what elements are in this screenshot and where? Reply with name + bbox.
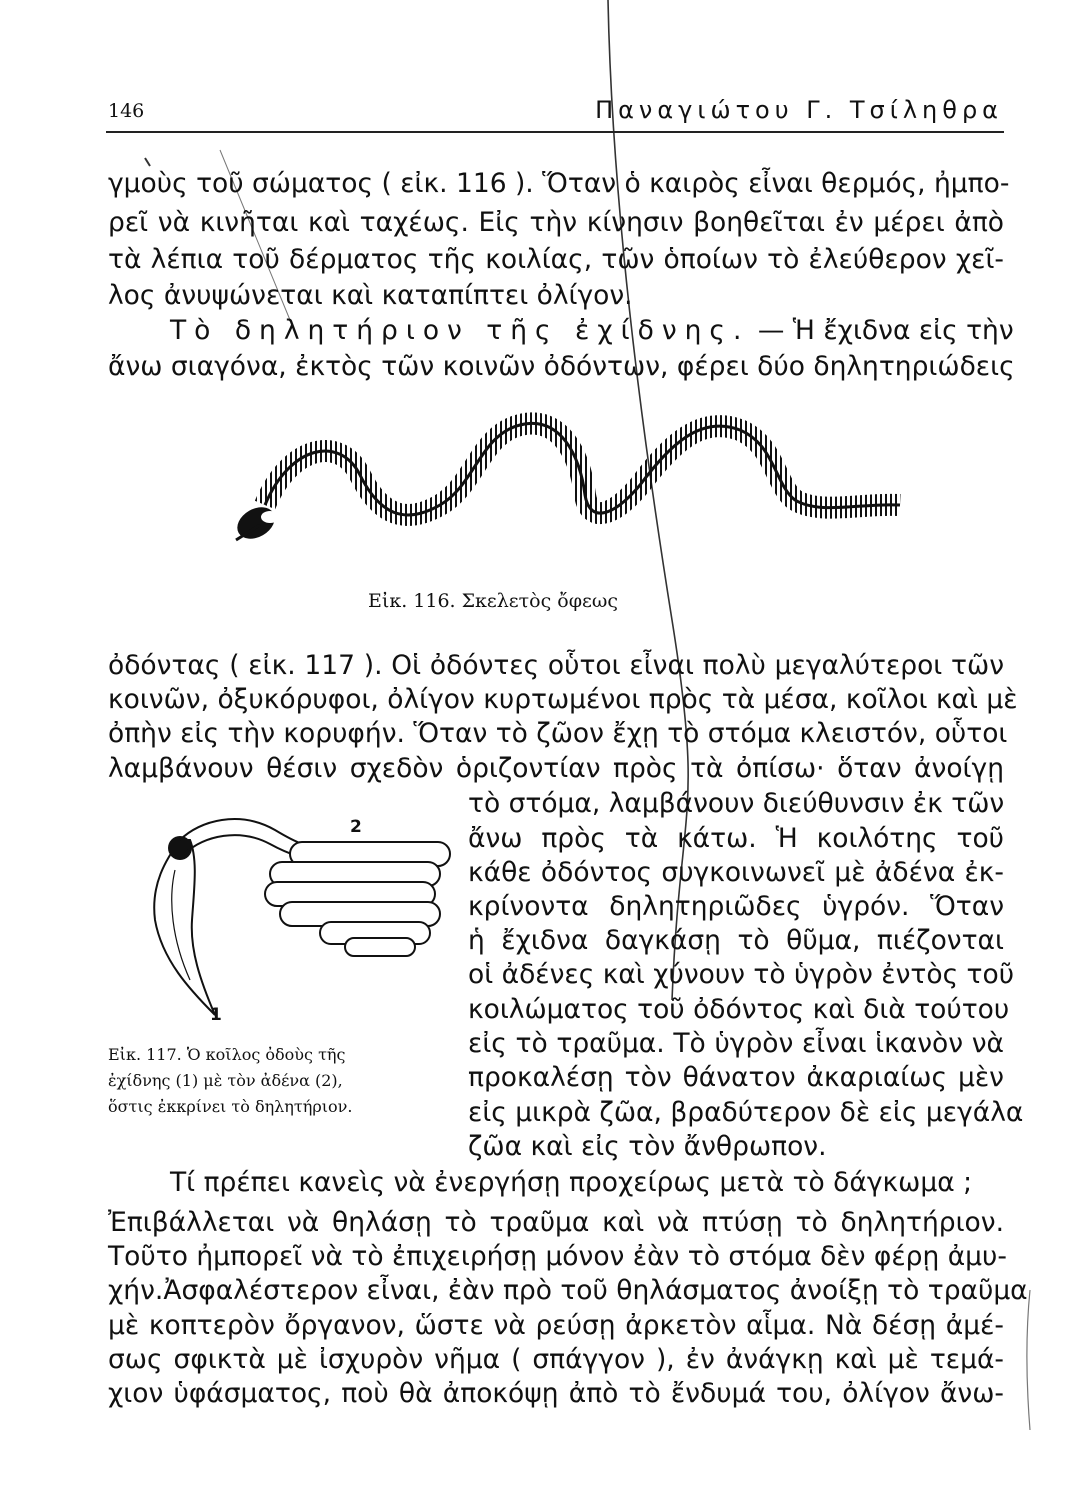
- text-line: οἱ ἀδένες καὶ χύνουν τὸ ὑγρὸν ἐντὸς τοῦ: [468, 959, 1015, 990]
- figure-117-label-1: 1: [210, 1005, 222, 1020]
- text-line: Ἐπιβάλλεται νὰ θηλάσῃ τὸ τραῦμα καὶ νὰ πτύσῃ τὸ δηλητήριον.: [108, 1207, 1004, 1238]
- text-line: κρίνοντα δηλητηριῶδες ὑγρόν. Ὅταν: [468, 891, 1004, 922]
- caption-line: ἐχίδνης (1) μὲ τὸν ἀδένα (2),: [108, 1071, 343, 1090]
- section-heading-line: [170, 314, 1014, 348]
- text-line: κοιλώματος τοῦ ὀδόντος καὶ διὰ τούτου: [468, 994, 1010, 1025]
- text-line: ὀπὴν εἰς τὴν κορυφήν. Ὅταν τὸ ζῶον ἔχῃ τὸ στόμα κλειστόν, οὗτοι: [108, 718, 1008, 749]
- fang-and-venom-gland-illustration: [120, 810, 460, 1020]
- running-title: Παναγιώτου Γ. Τσίληθρα: [595, 96, 1003, 124]
- text-line: εἰς μικρὰ ζῶα, βραδύτερον δὲ εἰς μεγάλα: [468, 1097, 1024, 1128]
- text-line: μὲ κοπτερὸν ὄργανον, ὥστε νὰ ρεύσῃ ἀρκετὸν αἷμα. Νὰ δέσῃ ἀμέ-: [108, 1310, 1004, 1341]
- text-line: ὀδόντας ( εἰκ. 117 ). Οἱ ὀδόντες οὗτοι εἶναι πολὺ μεγαλύτεροι τῶν: [108, 650, 1004, 681]
- text-line: ζῶα καὶ εἰς τὸν ἄνθρωπον.: [468, 1131, 827, 1162]
- text-line: προκαλέσῃ τὸν θάνατον ἀκαριαίως μὲν: [468, 1062, 1004, 1093]
- text-line: Τοῦτο ἠμπορεῖ νὰ τὸ ἐπιχειρήσῃ μόνον ἐὰν τὸ στόμα δὲν φέρῃ ἀμυ-: [108, 1241, 1007, 1272]
- text-line: κοινῶν, ὀξυκόρυφοι, ὀλίγον κυρτωμένοι πρὸς τὰ μέσα, κοῖλοι καὶ μὲ: [108, 684, 1018, 715]
- text-line: τὸ στόμα, λαμβάνουν διεύθυνσιν ἐκ τῶν: [468, 788, 1005, 819]
- text-line: ρεῖ νὰ κινῆται καὶ ταχέως. Εἰς τὴν κίνησιν βοηθεῖται ἐν μέρει ἀπὸ: [108, 207, 1004, 238]
- figure-117-label-2: 2: [350, 817, 362, 837]
- text-line: τὰ λέπια τοῦ δέρματος τῆς κοιλίας, τῶν ὁποίων τὸ ἐλεύθερον χεῖ-: [108, 244, 1004, 275]
- caption-line: ὅστις ἐκκρίνει τὸ δηλητήριον.: [108, 1097, 353, 1116]
- figure-116-caption: Εἰκ. 116. Σκελετὸς ὄφεως: [368, 590, 619, 612]
- text-line: λος ἀνυψώνεται καὶ καταπίπτει ὀλίγον.: [108, 280, 633, 311]
- text-line: ἄνω πρὸς τὰ κάτω. Ἡ κοιλότης τοῦ: [468, 823, 1004, 854]
- header-rule: [106, 131, 1004, 133]
- text-line: γμοὺς τοῦ σώματος ( εἰκ. 116 ). Ὅταν ὁ καιρὸς εἶναι θερμός, ἠμπο-: [108, 168, 1010, 199]
- text-line: χιον ὑφάσματος, ποὺ θὰ ἀποκόψῃ ἀπὸ τὸ ἔνδυμά του, ὀλίγον ἄνω-: [108, 1378, 1004, 1409]
- text-line: σως σφικτὰ μὲ ἰσχυρὸν νῆμα ( σπάγγον ), ἐν ἀνάγκῃ καὶ μὲ τεμά-: [108, 1344, 1004, 1375]
- page-number: 146: [108, 100, 145, 122]
- text-line: λαμβάνουν θέσιν σχεδὸν ὁριζοντίαν πρὸς τὰ ὀπίσω· ὅταν ἀνοίγῃ: [108, 753, 1004, 784]
- text-line: ἡ ἔχιδνα δαγκάσῃ τὸ θῦμα, πιέζονται: [468, 925, 1004, 956]
- text-line: κάθε ὀδόντος συγκοινωνεῖ μὲ ἀδένα ἐκ-: [468, 857, 1004, 888]
- text-line: Τί πρέπει κανεὶς νὰ ἐνεργήσῃ προχείρως μετὰ τὸ δάγκωμα ;: [170, 1167, 973, 1198]
- section-heading-title: Τὸ δηλητήριον τῆς ἐχίδνης.: [170, 315, 750, 346]
- text-line: εἰς τὸ τραῦμα. Τὸ ὑγρὸν εἶναι ἱκανὸν νὰ: [468, 1028, 1004, 1059]
- section-heading-rest: — Ἡ ἔχιδνα εἰς τὴν: [757, 315, 1014, 346]
- caption-line: Εἰκ. 117. Ὁ κοῖλος ὀδοὺς τῆς: [108, 1045, 346, 1064]
- text-line: ἄνω σιαγόνα, ἐκτὸς τῶν κοινῶν ὀδόντων, φέρει δύο δηλητηριώδεις: [108, 351, 1015, 382]
- figure-117-caption: [108, 1042, 448, 1120]
- snake-skeleton-illustration: [220, 405, 920, 575]
- text-line: χήν.Ἀσφαλέστερον εἶναι, ἐὰν πρὸ τοῦ θηλάσματος ἀνοίξῃ τὸ τραῦμα: [108, 1275, 1028, 1306]
